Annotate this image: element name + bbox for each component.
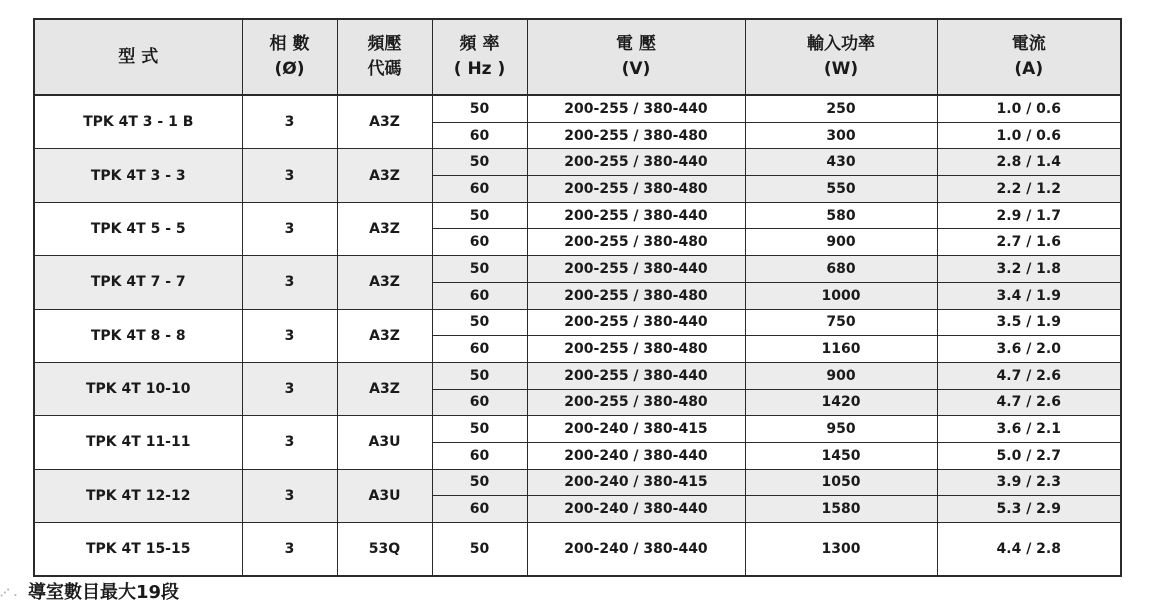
power-cell: 950 — [745, 416, 937, 443]
power-cell: 1580 — [745, 496, 937, 523]
current-cell: 2.7 / 1.6 — [937, 229, 1121, 256]
frequency-cell: 60 — [432, 176, 527, 203]
spec-table — [33, 18, 1122, 577]
current-cell: 3.4 / 1.9 — [937, 282, 1121, 309]
power-cell: 430 — [745, 149, 937, 176]
frequency-cell: 60 — [432, 442, 527, 469]
voltage-cell: 200-255 / 380-480 — [527, 229, 745, 256]
voltage-cell: 200-255 / 380-480 — [527, 122, 745, 149]
current-cell: 2.2 / 1.2 — [937, 176, 1121, 203]
code-cell: A3U — [337, 469, 432, 522]
power-cell: 1160 — [745, 336, 937, 363]
voltage-cell: 200-240 / 380-440 — [527, 442, 745, 469]
code-cell: A3Z — [337, 309, 432, 362]
header-power: 輸入功率 (W) — [745, 19, 937, 95]
voltage-cell: 200-255 / 380-440 — [527, 256, 745, 283]
power-cell: 1420 — [745, 389, 937, 416]
frequency-cell: 50 — [432, 523, 527, 577]
table-row — [34, 416, 1121, 443]
footer-note-text: 導室數目最大19段 — [28, 582, 180, 603]
voltage-cell: 200-240 / 380-415 — [527, 469, 745, 496]
footer-note — [0, 578, 179, 604]
current-cell: 5.3 / 2.9 — [937, 496, 1121, 523]
voltage-cell: 200-255 / 380-480 — [527, 176, 745, 203]
code-cell: 53Q — [337, 523, 432, 577]
code-cell: A3U — [337, 416, 432, 469]
model-cell: TPK 4T 5 - 5 — [34, 202, 242, 255]
current-cell: 3.6 / 2.0 — [937, 336, 1121, 363]
current-cell: 1.0 / 0.6 — [937, 95, 1121, 122]
voltage-cell: 200-255 / 380-440 — [527, 95, 745, 122]
phase-cell: 3 — [242, 362, 337, 415]
power-cell: 1000 — [745, 282, 937, 309]
power-cell: 300 — [745, 122, 937, 149]
power-cell: 750 — [745, 309, 937, 336]
code-cell: A3Z — [337, 95, 432, 149]
frequency-cell: 50 — [432, 416, 527, 443]
phase-cell: 3 — [242, 416, 337, 469]
current-cell: 3.6 / 2.1 — [937, 416, 1121, 443]
voltage-cell: 200-255 / 380-480 — [527, 389, 745, 416]
spec-body — [34, 95, 1121, 576]
phase-cell: 3 — [242, 309, 337, 362]
header-voltage: 電 壓 (V) — [527, 19, 745, 95]
table-row — [34, 202, 1121, 229]
current-cell: 4.7 / 2.6 — [937, 389, 1121, 416]
frequency-cell: 60 — [432, 122, 527, 149]
frequency-cell: 60 — [432, 336, 527, 363]
power-cell: 900 — [745, 229, 937, 256]
frequency-cell: 50 — [432, 469, 527, 496]
phase-cell: 3 — [242, 523, 337, 577]
power-cell: 1050 — [745, 469, 937, 496]
frequency-cell: 50 — [432, 256, 527, 283]
header-phase: 相 數 (Ø) — [242, 19, 337, 95]
current-cell: 3.5 / 1.9 — [937, 309, 1121, 336]
header-row — [34, 19, 1121, 95]
phase-cell: 3 — [242, 469, 337, 522]
model-cell: TPK 4T 3 - 1 B — [34, 95, 242, 149]
voltage-cell: 200-255 / 380-480 — [527, 282, 745, 309]
header-current: 電流 (A) — [937, 19, 1121, 95]
current-cell: 2.9 / 1.7 — [937, 202, 1121, 229]
frequency-cell: 60 — [432, 389, 527, 416]
power-cell: 900 — [745, 362, 937, 389]
phase-cell: 3 — [242, 95, 337, 149]
current-cell: 2.8 / 1.4 — [937, 149, 1121, 176]
frequency-cell: 60 — [432, 229, 527, 256]
model-cell: TPK 4T 12-12 — [34, 469, 242, 522]
frequency-cell: 50 — [432, 95, 527, 122]
power-cell: 250 — [745, 95, 937, 122]
code-cell: A3Z — [337, 149, 432, 202]
current-cell: 1.0 / 0.6 — [937, 122, 1121, 149]
current-cell: 3.9 / 2.3 — [937, 469, 1121, 496]
code-cell: A3Z — [337, 202, 432, 255]
power-cell: 1300 — [745, 523, 937, 577]
frequency-cell: 50 — [432, 149, 527, 176]
model-cell: TPK 4T 10-10 — [34, 362, 242, 415]
table-row — [34, 256, 1121, 283]
current-cell: 4.7 / 2.6 — [937, 362, 1121, 389]
voltage-cell: 200-255 / 380-440 — [527, 362, 745, 389]
phase-cell: 3 — [242, 149, 337, 202]
phase-cell: 3 — [242, 202, 337, 255]
current-cell: 4.4 / 2.8 — [937, 523, 1121, 577]
power-cell: 680 — [745, 256, 937, 283]
frequency-cell: 50 — [432, 309, 527, 336]
model-cell: TPK 4T 7 - 7 — [34, 256, 242, 309]
frequency-cell: 60 — [432, 282, 527, 309]
voltage-cell: 200-255 / 380-440 — [527, 149, 745, 176]
header-frequency: 頻 率 ( Hz ) — [432, 19, 527, 95]
voltage-cell: 200-240 / 380-440 — [527, 496, 745, 523]
frequency-cell: 50 — [432, 202, 527, 229]
voltage-cell: 200-240 / 380-440 — [527, 523, 745, 577]
voltage-cell: 200-255 / 380-440 — [527, 309, 745, 336]
table-row — [34, 149, 1121, 176]
table-row — [34, 362, 1121, 389]
model-cell: TPK 4T 15-15 — [34, 523, 242, 577]
power-cell: 580 — [745, 202, 937, 229]
frequency-cell: 50 — [432, 362, 527, 389]
power-cell: 1450 — [745, 442, 937, 469]
table-row — [34, 95, 1121, 122]
voltage-cell: 200-255 / 380-440 — [527, 202, 745, 229]
table-row — [34, 523, 1121, 577]
model-cell: TPK 4T 3 - 3 — [34, 149, 242, 202]
phase-cell: 3 — [242, 256, 337, 309]
table-row — [34, 309, 1121, 336]
footer-mark-icon: ⋰ . — [0, 587, 18, 599]
current-cell: 5.0 / 2.7 — [937, 442, 1121, 469]
header-model: 型 式 — [34, 19, 242, 95]
table-row — [34, 469, 1121, 496]
power-cell: 550 — [745, 176, 937, 203]
voltage-cell: 200-240 / 380-415 — [527, 416, 745, 443]
model-cell: TPK 4T 11-11 — [34, 416, 242, 469]
code-cell: A3Z — [337, 256, 432, 309]
model-cell: TPK 4T 8 - 8 — [34, 309, 242, 362]
frequency-cell: 60 — [432, 496, 527, 523]
voltage-cell: 200-255 / 380-480 — [527, 336, 745, 363]
code-cell: A3Z — [337, 362, 432, 415]
header-code: 頻壓 代碼 — [337, 19, 432, 95]
current-cell: 3.2 / 1.8 — [937, 256, 1121, 283]
